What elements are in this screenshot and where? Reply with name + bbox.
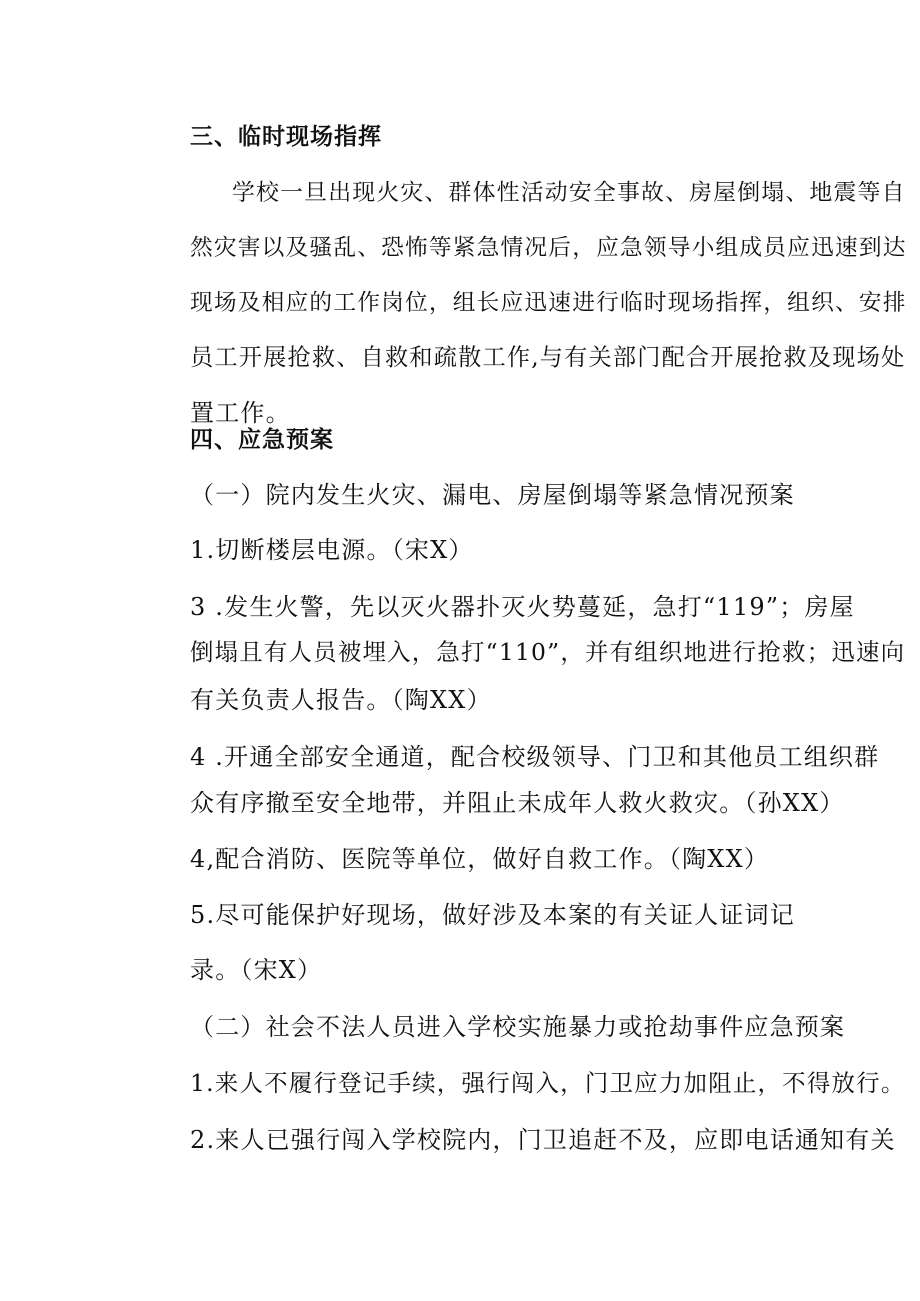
list-item: 1.切断楼层电源。（宋X） [190, 536, 474, 564]
list-item: 众有序撤至安全地带，并阻止未成年人救火救灾。（孙XX） [190, 789, 845, 817]
paragraph-line: 然灾害以及骚乱、恐怖等紧急情况后，应急领导小组成员应迅速到达 [190, 235, 907, 261]
paragraph-line: 学校一旦出现火灾、群体性活动安全事故、房屋倒塌、地震等自 [232, 180, 906, 206]
paragraph-line: 员工开展抢救、自救和疏散工作,与有关部门配合开展抢救及现场处 [190, 344, 906, 371]
list-item: 5.尽可能保护好现场，做好涉及本案的有关证人证词记 [190, 901, 795, 929]
list-item: 有关负责人报告。（陶XX） [190, 686, 492, 714]
list-item: 录。（宋X） [190, 956, 323, 984]
subsection-heading-1: （一）院内发生火灾、漏电、房屋倒塌等紧急情况预案 [190, 481, 795, 509]
section-heading-3: 三、临时现场指挥 [190, 124, 382, 150]
list-item: 4,配合消防、医院等单位，做好自救工作。（陶XX） [190, 845, 770, 873]
list-item: 倒塌且有人员被埋入，急打“110”，并有组织地进行抢救；迅速向 [190, 638, 906, 666]
list-item: 4 .开通全部安全通道，配合校级领导、门卫和其他员工组织群 [190, 743, 880, 771]
section-heading-4: 四、应急预案 [190, 427, 334, 453]
subsection-heading-2: （二）社会不法人员进入学校实施暴力或抢劫事件应急预案 [190, 1013, 846, 1041]
list-item: 3 .发生火警，先以灭火器扑灭火势蔓延，急打“119”；房屋 [190, 593, 855, 621]
list-item: 1.来人不履行登记手续，强行闯入，门卫应力加阻止，不得放行。 [190, 1069, 906, 1097]
paragraph-line: 现场及相应的工作岗位，组长应迅速进行临时现场指挥，组织、安排 [190, 290, 907, 316]
list-item: 2.来人已强行闯入学校院内，门卫追赶不及，应即电话通知有关 [190, 1126, 896, 1154]
paragraph-line: 置工作。 [190, 399, 291, 427]
